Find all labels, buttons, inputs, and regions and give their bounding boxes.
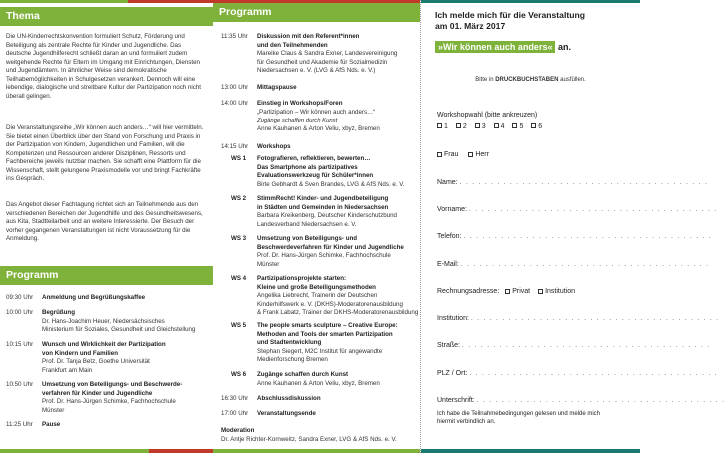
- program-title-cont: verfahren für Kinder und Jugendliche: [42, 389, 153, 397]
- workshop-option[interactable]: [531, 123, 542, 130]
- program-time: 10:00 Uhr: [6, 309, 34, 316]
- checkbox-icon[interactable]: [475, 123, 480, 128]
- workshop-speaker: & Frank Labatz, Trainer der DKHS-Moderatorenausbildung: [257, 309, 419, 317]
- program-title: Einstieg in Workshops/Foren: [257, 100, 343, 107]
- program-list-right: [221, 33, 420, 448]
- billing-address-choice: [437, 287, 630, 297]
- checkbox-icon[interactable]: [437, 123, 442, 128]
- strasse-label: Straße:: [437, 342, 460, 349]
- bottom-stripe: [0, 449, 213, 453]
- workshop-speaker: Prof. Dr. Hans-Jürgen Schimke, Fachhochschule: [257, 252, 391, 260]
- workshop-speaker: Barbara Kreikenberg, Deutscher Kinderschutzbund: [257, 212, 397, 220]
- program-subtitle-italic: Zugänge schaffen durch Kunst: [257, 118, 338, 125]
- checkbox-icon[interactable]: [505, 289, 510, 294]
- workshop-title-cont: in Städten und Gemeinden in Niedersachsen: [257, 203, 389, 211]
- workshop-checkbox-row: [437, 122, 630, 132]
- workshop-speaker: Angelika Liebrecht, Trainerin der Deutschen: [257, 292, 378, 300]
- program-title: Wunsch und Wirklichkeit der Partizipation: [42, 341, 166, 348]
- workshop-title-cont: und Stadtentwicklung: [257, 339, 322, 347]
- vorname-field[interactable]: [437, 205, 718, 215]
- checkbox-icon[interactable]: [456, 123, 461, 128]
- fill-line[interactable]: . . . . . . . . . . . . . . . . . . . . . . . . . . . . . . . . . . . . . . . .: [459, 179, 709, 186]
- event-title-suffix: an.: [555, 42, 571, 52]
- registration-form: [420, 0, 725, 453]
- program-speaker: Mareike Claus & Sandra Exner, Landesvereinigung: [257, 50, 398, 58]
- thema-header: Thema: [0, 7, 213, 26]
- workshop-title-cont: Beschwerdeverfahren für Kinder und Jugendliche: [257, 243, 404, 251]
- checkbox-icon[interactable]: [468, 152, 473, 157]
- moderation-title: Moderation: [221, 427, 255, 434]
- workshop-speaker: Medienforschung Bremen: [257, 356, 328, 364]
- gender-choice: [437, 150, 630, 160]
- signature-label: Unterschrift:: [437, 397, 475, 404]
- workshop-option[interactable]: [494, 123, 505, 130]
- program-speaker: für Gesundheit und Akademie für Sozialmedizin: [257, 58, 388, 66]
- workshop-title-cont: Methoden and Tools der smarten Partizipation: [257, 330, 393, 338]
- intro-paragraph-1: Die UN-Kinderrechtskonvention formuliert Schutz, Förderung und Beteiligung als zentrale Rechte für Kinder und Jugendliche. Das deutsche Jugendhilferecht schließt daran an und formuliert zudem weitgehende Rechte für Eltern im Umgang mit Einrichtungen, Diensten und Jugendämtern. In ähnlicher Weise sind demokratische Teilhabemöglichkeiten in Schulgesetzen verankert. Dennoch will eine lebendige, dialogische und streitbare Kultur der Partizipation noch nicht überall gelingen.: [6, 33, 202, 100]
- workshop-speaker: Birte Gebhardt & Sven Brandes, LVG & AfS Nds. e. V.: [257, 180, 405, 188]
- fill-line[interactable]: . . . . . . . . . . . . . . . . . . . . . . . . . . . . . . . . . . . . . . . .: [470, 315, 720, 322]
- program-title: Umsetzung von Beteiligungs- und Beschwerde-: [42, 381, 183, 388]
- workshop-label: WS 5: [231, 322, 247, 329]
- program-time: 11:25 Uhr: [6, 421, 33, 428]
- program-title-cont: und den Teilnehmenden: [257, 41, 328, 49]
- program-speaker: Anne Kauhanen & Arton Veliu, xbyz, Bremen: [257, 125, 380, 133]
- workshop-option[interactable]: [456, 123, 467, 130]
- programm-header-right: Programm: [213, 3, 420, 22]
- checkbox-icon[interactable]: [531, 123, 536, 128]
- form-heading-line1: Ich melde mich für die Veranstaltung: [435, 10, 585, 20]
- workshop-label: WS 2: [231, 195, 247, 202]
- billing-option-label: Institution: [545, 288, 576, 295]
- program-title: Mittagspause: [257, 84, 297, 91]
- workshop-option[interactable]: [475, 123, 486, 130]
- workshop-speaker: Landesverband Niedersachsen e. V.: [257, 220, 357, 228]
- strasse-field[interactable]: [437, 341, 711, 351]
- intro-paragraph-2: Die Veranstaltungsreihe „Wir können auch anders…“ will hier vermitteln. Sie bietet einen Überblick über den Stand von Forschung und Praxis in der Partizipation von Kindern, Jugendlichen und Familien, will die Kompetenzen und Ressourcen anderer Disziplinen, Ressorts und Fachbereiche jeweils nutzbar machen. Sie schafft eine Plattform für die Wissenschaft, stellt gelungene Praxismodelle vor und bringt Fachkräfte ins Gespräch.: [6, 124, 204, 183]
- program-title-cont: von Kindern und Familien: [42, 349, 118, 357]
- intro-paragraph-3: Das Angebot dieser Fachtagung richtet sich an Teilnehmende aus den verschiedenen Bereichen der Jugendhilfe und des Gesundheitswesens, aus Kita, Stadtteilarbeit und an weitere Interessierte. Der Besuch der vorher gegangenen Veranstaltungen ist nicht Voraussetzung für die Anmeldung.: [6, 201, 203, 243]
- workshop-option-label: 1: [444, 122, 448, 130]
- print-note: [421, 76, 640, 84]
- name-field[interactable]: [437, 178, 709, 188]
- checkbox-icon[interactable]: [538, 289, 543, 294]
- program-time: 11:35 Uhr: [221, 33, 248, 40]
- workshop-title: The people smarts sculpture – Creative Europe:: [257, 322, 398, 329]
- form-heading: [435, 10, 585, 31]
- institution-label: Institution:: [437, 315, 469, 322]
- checkbox-icon[interactable]: [494, 123, 499, 128]
- program-subtitle: „Partizipation – Wir können auch anders…“: [257, 108, 376, 116]
- form-heading-line2: am 01. März 2017: [435, 20, 506, 31]
- intro-column: [0, 0, 213, 453]
- workshop-title: Umsetzung von Beteiligungs- und: [257, 235, 358, 242]
- consent-text: Ich habe die Teilnahmebedingungen gelesen und melde mich hiermit verbindlich an.: [437, 411, 601, 426]
- workshop-option-label: 3: [481, 122, 486, 130]
- fill-line[interactable]: . . . . . . . . . . . . . . . . . . . . . . . . . . . . . . . . . . . . . . . .: [468, 206, 718, 213]
- program-time: 14:15 Uhr: [221, 143, 249, 150]
- bottom-stripe: [213, 449, 420, 453]
- billing-option-privat[interactable]: [505, 288, 530, 295]
- event-title: »Wir können auch anders«: [435, 41, 555, 53]
- program-list-left: [6, 294, 210, 444]
- workshop-label: WS 4: [231, 275, 247, 282]
- workshop-title-cont: Evaluationswerkzeug für Schüler*innen: [257, 172, 374, 180]
- fill-line[interactable]: . . . . . . . . . . . . . . . . . . . . . . . . . . . . . . . . . . . . . . . .: [461, 342, 711, 349]
- workshop-speaker: Anne Kauhanen & Arton Veliu, xbyz, Bremen: [257, 379, 380, 387]
- billing-option-institution[interactable]: [538, 288, 575, 295]
- telefon-label: Telefon:: [437, 233, 462, 240]
- workshop-choice-label: Workshopwahl (bitte ankreuzen): [437, 112, 538, 119]
- workshop-option[interactable]: [512, 123, 523, 130]
- top-stripe: [421, 0, 640, 3]
- program-title: Begrüßung: [42, 309, 75, 316]
- gender-option-frau[interactable]: [437, 151, 458, 158]
- moderation-names: Dr. Antje Richter-Kornweitz, Sandra Exner, LVG & AfS Nds. e. V.: [221, 435, 397, 443]
- program-speaker: Niedersachsen e. V. (LVG & AfS Nds. e. V.): [257, 67, 376, 75]
- fill-line[interactable]: . . . . . . . . . . . . . . . . . . . . . . . . . . . . . . . . . . . . . . . .: [460, 261, 710, 268]
- workshop-option-label: 6: [538, 122, 543, 130]
- email-field[interactable]: [437, 260, 710, 270]
- workshop-option-label: 5: [519, 122, 524, 130]
- program-column: [213, 0, 420, 453]
- institution-field[interactable]: [437, 314, 720, 324]
- program-time: 10:50 Uhr: [6, 381, 34, 388]
- program-speaker: Prof. Dr. Hans-Jürgen Schimke, Fachhochschule: [42, 398, 176, 406]
- workshop-title: Partizipationsprojekte starten:: [257, 275, 347, 282]
- workshop-label: WS 1: [231, 155, 247, 162]
- gender-option-herr[interactable]: [468, 151, 489, 158]
- billing-label: Rechnungsadresse:: [437, 288, 500, 295]
- workshop-speaker: Münster: [257, 260, 280, 268]
- telefon-field[interactable]: [437, 232, 712, 242]
- workshop-title: Zugänge schaffen durch Kunst: [257, 371, 349, 378]
- checkbox-icon[interactable]: [437, 152, 442, 157]
- print-note-post: ausfüllen.: [558, 77, 586, 83]
- workshop-title-cont: Kleine und große Beteiligungsmethoden: [257, 283, 376, 291]
- program-time: 13:00 Uhr: [221, 84, 249, 91]
- program-title: Pause: [42, 421, 61, 428]
- program-time: 09:30 Uhr: [6, 294, 34, 301]
- program-speaker: Ministerium für Soziales, Gesundheit und Gleichstellung: [42, 326, 196, 334]
- plz-label: PLZ / Ort:: [437, 370, 468, 377]
- bottom-stripe: [421, 449, 640, 453]
- workshop-option[interactable]: [437, 123, 448, 130]
- program-title: Veranstaltungsende: [257, 410, 316, 417]
- workshop-label: WS 3: [231, 235, 247, 242]
- top-stripe: [0, 0, 213, 3]
- print-note-bold: DRUCKBUCHSTABEN: [495, 77, 559, 83]
- program-time: 17:00 Uhr: [221, 410, 249, 417]
- plz-ort-field[interactable]: [437, 369, 718, 379]
- workshop-speaker: Kinderhilfswerk e. V. (DKHS)-Moderatorenausbildung: [257, 300, 403, 308]
- event-title-line: [435, 41, 571, 53]
- vorname-label: Vorname:: [437, 206, 467, 213]
- program-speaker: Frankfurt am Main: [42, 366, 93, 374]
- workshop-label: WS 6: [231, 371, 247, 378]
- checkbox-icon[interactable]: [512, 123, 517, 128]
- program-speaker: Dr. Hans-Joachim Heuer, Niedersächsisches: [42, 317, 165, 325]
- program-time: 16:30 Uhr: [221, 395, 249, 402]
- print-note-pre: Bitte in: [475, 77, 496, 83]
- moderation-block: [221, 427, 420, 444]
- workshop-option-label: 2: [462, 122, 467, 130]
- fill-line[interactable]: . . . . . . . . . . . . . . . . . . . . . . . . . . . . . . . . . . . . . . . .: [463, 233, 712, 240]
- billing-option-label: Privat: [512, 288, 531, 295]
- program-title: Abschlussdiskussion: [257, 395, 321, 402]
- workshop-option-label: 4: [500, 122, 505, 130]
- program-title: Anmeldung und Begrüßungskaffee: [42, 294, 146, 301]
- program-title: Workshops: [257, 143, 291, 150]
- gender-label: Frau: [444, 151, 459, 158]
- program-speaker: Prof. Dr. Tanja Betz, Goethe Universität: [42, 358, 150, 366]
- program-time: 14:00 Uhr: [221, 100, 249, 107]
- workshop-title: StimmRecht! Kinder- und Jugendbeteiligung: [257, 195, 389, 202]
- email-label: E-Mail:: [437, 261, 459, 268]
- programm-header-left: Programm: [0, 266, 213, 285]
- program-speaker: Münster: [42, 406, 65, 414]
- workshop-title-cont: Das Smartphone als partizipatives: [257, 163, 358, 171]
- signature-field[interactable]: [437, 396, 725, 406]
- program-time: 10:15 Uhr: [6, 341, 34, 348]
- name-label: Name:: [437, 179, 458, 186]
- fill-line[interactable]: . . . . . . . . . . . . . . . . . . . . . . . . . . . . . . . . . . . . . . . .: [469, 370, 718, 377]
- workshop-speaker: Stephan Siegert, M2C Institut für angewandte: [257, 347, 383, 355]
- gender-label: Herr: [475, 151, 489, 158]
- workshop-title: Fotografieren, reflektieren, bewerten…: [257, 155, 371, 162]
- program-title: Diskussion mit den Referent*innen: [257, 33, 360, 40]
- workshop-choice: [437, 111, 630, 131]
- fill-line[interactable]: . . . . . . . . . . . . . . . . . . . . . . . . . . . . . . . . . . . . . . . .: [476, 397, 725, 404]
